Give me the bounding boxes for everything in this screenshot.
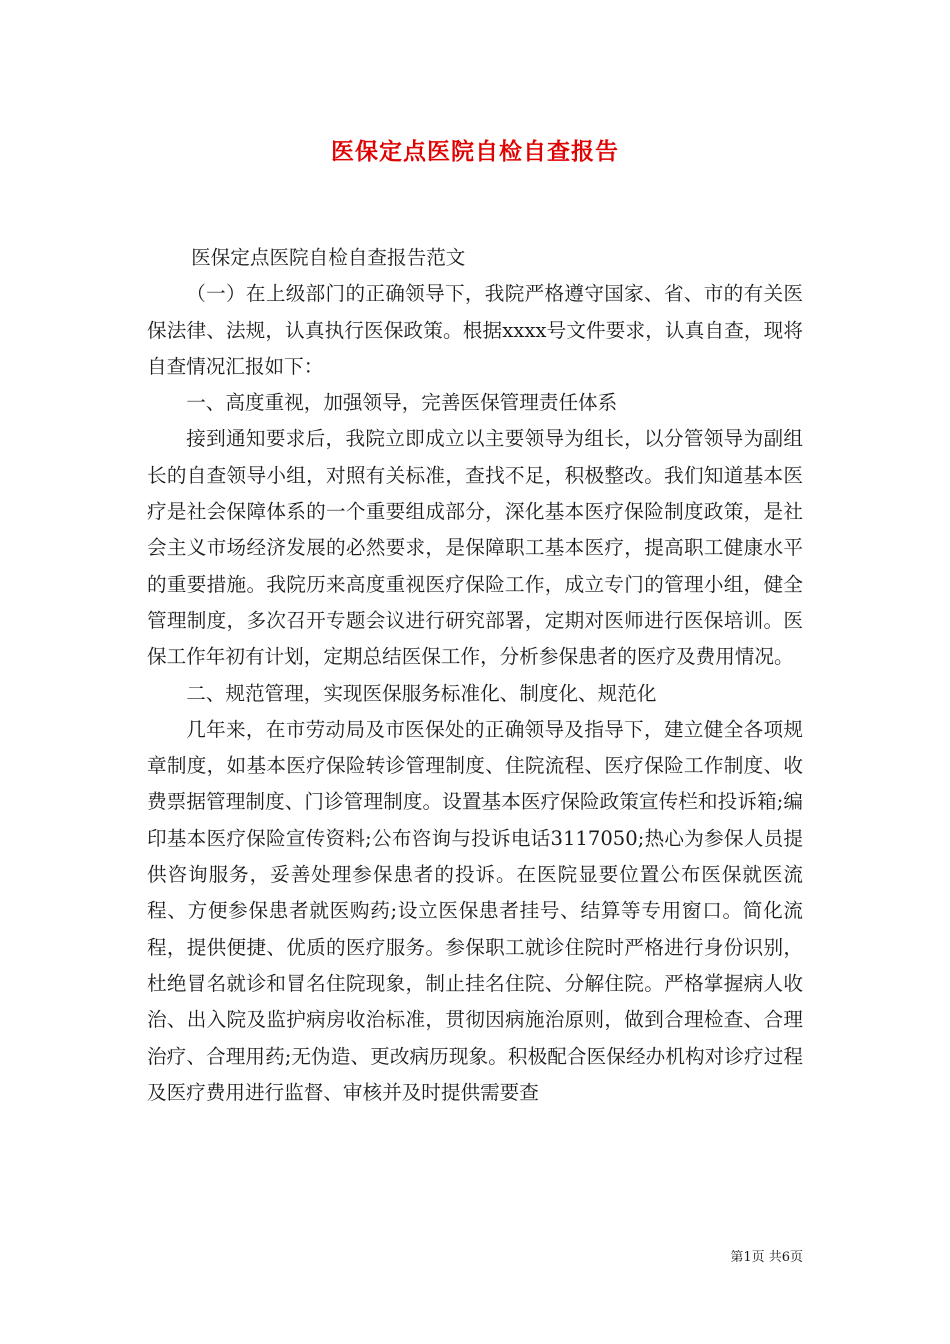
document-subtitle: 医保定点医院自检自查报告范文 xyxy=(191,246,466,269)
section-heading-2: 二、规范管理，实现医保服务标准化、制度化、规范化 xyxy=(186,681,657,705)
page-number-footer: 第1页 共6页 xyxy=(730,1250,803,1265)
section-heading-1: 一、高度重视，加强领导，完善医保管理责任体系 xyxy=(186,391,618,415)
document-title: 医保定点医院自检自查报告 xyxy=(331,138,619,165)
paragraph-section-1: 接到通知要求后，我院立即成立以主要领导为组长，以分管领导为副组长的自查领导小组，对照有关标准，查找不足，积极整改。我们知道基本医疗是社会保障体系的一个重要组成部分，深化基本医疗保险制度政策，是社会主义市场经济发展的必然要求，是保障职工基本医疗，提高职工健康水平的重要措施。我院历来高度重视医疗保险工作，成立专门的管理小组，健全管理制度，多次召开专题会议进行研究部署，定期对医师进行医保培训。医保工作年初有计划，定期总结医保工作，分析参保患者的医疗及费用情况。 xyxy=(147,427,803,669)
document-body xyxy=(147,240,803,1111)
paragraph-section-2: 几年来，在市劳动局及市医保处的正确领导及指导下，建立健全各项规章制度，如基本医疗保险转诊管理制度、住院流程、医疗保险工作制度、收费票据管理制度、门诊管理制度。设置基本医疗保险政策宣传栏和投诉箱;编印基本医疗保险宣传资料;公布咨询与投诉电话3117050;热心为参保人员提供咨询服务，妥善处理参保患者的投诉。在医院显要位置公布医保就医流程、方便参保患者就医购药;设立医保患者挂号、结算等专用窗口。简化流程，提供便捷、优质的医疗服务。参保职工就诊住院时严格进行身份识别，杜绝冒名就诊和冒名住院现象，制止挂名住院、分解住院。严格掌握病人收治、出入院及监护病房收治标准，贯彻因病施治原则，做到合理检查、合理治疗、合理用药;无伪造、更改病历现象。积极配合医保经办机构对诊疗过程及医疗费用进行监督、审核并及时提供需要查 xyxy=(147,717,803,1104)
paragraph-intro: （一）在上级部门的正确领导下，我院严格遵守国家、省、市的有关医保法律、法规，认真执行医保政策。根据xxxx号文件要求，认真自查，现将自查情况汇报如下： xyxy=(147,282,803,378)
